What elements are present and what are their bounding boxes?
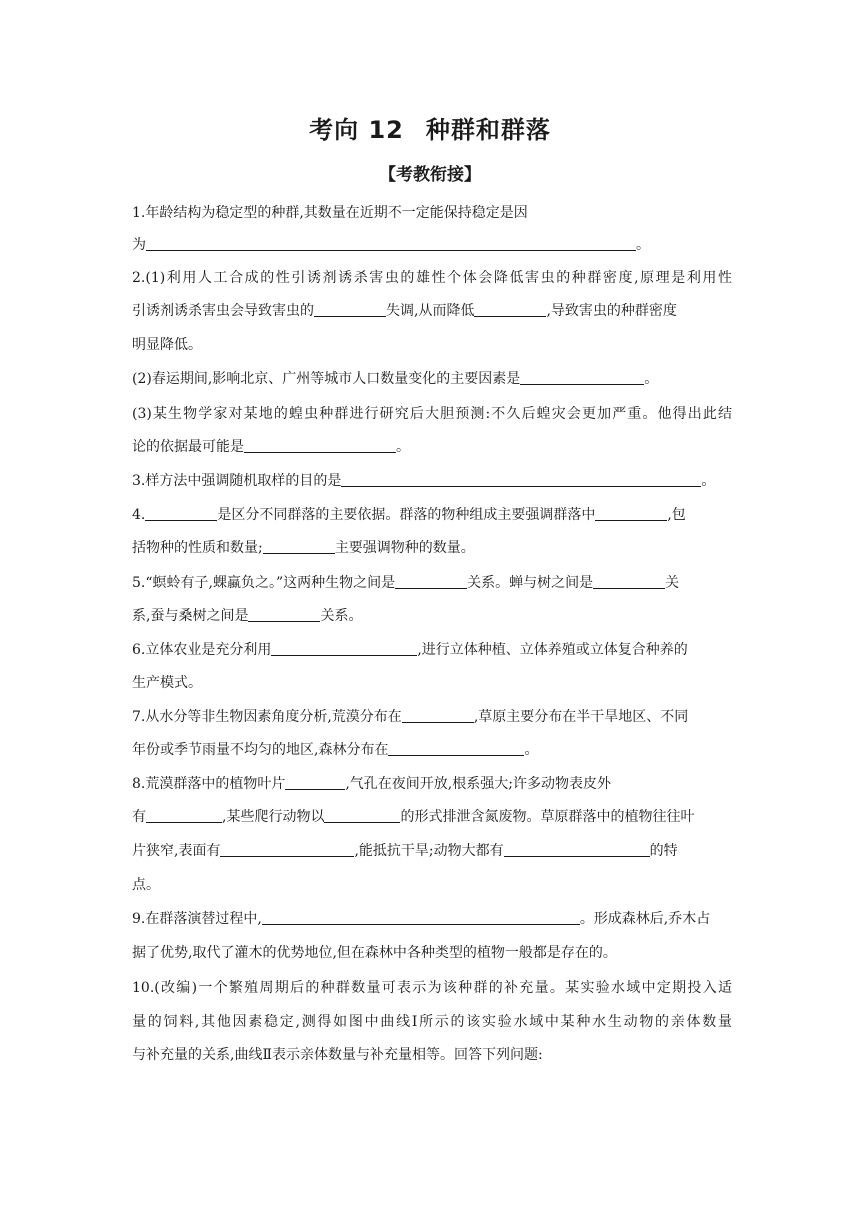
answer-blank[interactable]: [314, 302, 386, 317]
question-9-line-1: 9.在群落演替过程中, 。形成森林后,乔木占: [132, 911, 711, 927]
question-2-1-line-2: 引诱剂诱杀害虫会导致害虫的 失调,从而降低 ,导致害虫的种群密度: [132, 303, 677, 319]
answer-blank[interactable]: [146, 808, 222, 823]
answer-blank[interactable]: [474, 302, 546, 317]
answer-blank[interactable]: [244, 438, 396, 453]
question-10-line-2: 量的饲料,其他因素稳定,测得如图中曲线Ⅰ所示的该实验水域中某种水生动物的亲体数量: [132, 1014, 732, 1030]
answer-blank[interactable]: [263, 539, 335, 554]
answer-blank[interactable]: [262, 910, 580, 925]
question-1-line-1: 1.年龄结构为稳定型的种群,其数量在近期不一定能保持稳定是因: [132, 205, 528, 221]
question-8-line-4: 点。: [132, 877, 160, 893]
answer-blank[interactable]: [504, 842, 650, 857]
title-prefix: 考向 12: [309, 116, 404, 144]
question-8-line-1: 8.荒漠群落中的植物叶片 ,气孔在夜间开放,根系强大;许多动物表皮外: [132, 776, 611, 792]
title-main: 种群和群落: [425, 116, 551, 144]
question-3-line-1: 3.样方法中强调随机取样的目的是 。: [132, 473, 716, 489]
question-2-1-line-1: 2.(1)利用人工合成的性引诱剂诱杀害虫的雄性个体会降低害虫的种群密度,原理是利用性: [132, 270, 732, 286]
answer-blank[interactable]: [402, 708, 474, 723]
section-subtitle: 【考教衔接】: [379, 165, 481, 185]
question-5-line-1: 5.“螟蛉有子,蜾蠃负之。”这两种生物之间是 关系。蝉与树之间是 关: [132, 575, 680, 591]
question-4-line-1: 4. 是区分不同群落的主要依据。群落的物种组成主要强调群落中 ,包: [132, 507, 686, 523]
answer-blank[interactable]: [145, 506, 217, 521]
question-1-line-2: 为 。: [132, 237, 650, 253]
answer-blank[interactable]: [341, 472, 701, 487]
answer-blank[interactable]: [593, 574, 665, 589]
answer-blank[interactable]: [220, 842, 354, 857]
answer-blank[interactable]: [146, 236, 636, 251]
answer-blank[interactable]: [248, 607, 320, 622]
question-10-line-1: 10.(改编)一个繁殖周期后的种群数量可表示为该种群的补充量。某实验水域中定期投入适: [132, 980, 732, 996]
question-5-line-2: 系,蚕与桑树之间是 关系。: [132, 608, 363, 624]
question-8-line-3: 片狭窄,表面有 ,能抵抗干旱;动物大都有 的特: [132, 843, 678, 859]
question-10-line-3: 与补充量的关系,曲线Ⅱ表示亲体数量与补充量相等。回答下列问题:: [132, 1047, 543, 1063]
question-6-line-1: 6.立体农业是充分利用 ,进行立体种植、立体养殖或立体复合种养的: [132, 642, 688, 658]
question-7-line-2: 年份或季节雨量不均匀的地区,森林分布在 。: [132, 742, 539, 758]
answer-blank[interactable]: [395, 574, 467, 589]
question-2-3-line-1: (3)某生物学家对某地的蝗虫种群进行研究后大胆预测:不久后蝗灾会更加严重。他得出此结: [132, 406, 732, 422]
question-2-1-line-3: 明显降低。: [132, 337, 202, 353]
question-4-line-2: 括物种的性质和数量; 主要强调物种的数量。: [132, 540, 475, 556]
answer-blank[interactable]: [595, 506, 667, 521]
answer-blank[interactable]: [285, 775, 345, 790]
answer-blank[interactable]: [324, 808, 400, 823]
answer-blank[interactable]: [271, 641, 417, 656]
question-9-line-2: 据了优势,取代了灌木的优势地位,但在森林中各种类型的植物一般都是存在的。: [132, 945, 617, 961]
question-8-line-2: 有 ,某些爬行动物以 的形式排泄含氮废物。草原群落中的植物往往叶: [132, 809, 695, 825]
answer-blank[interactable]: [520, 370, 644, 385]
answer-blank[interactable]: [388, 741, 524, 756]
question-7-line-1: 7.从水分等非生物因素角度分析,荒漠分布在 ,草原主要分布在半干旱地区、不同: [132, 709, 689, 725]
question-6-line-2: 生产模式。: [132, 675, 202, 691]
page-title: [0, 110, 860, 145]
question-2-3-line-2: 论的依据最可能是 。: [132, 439, 410, 455]
question-2-2-line-1: (2)春运期间,影响北京、广州等城市人口数量变化的主要因素是 。: [132, 371, 659, 387]
